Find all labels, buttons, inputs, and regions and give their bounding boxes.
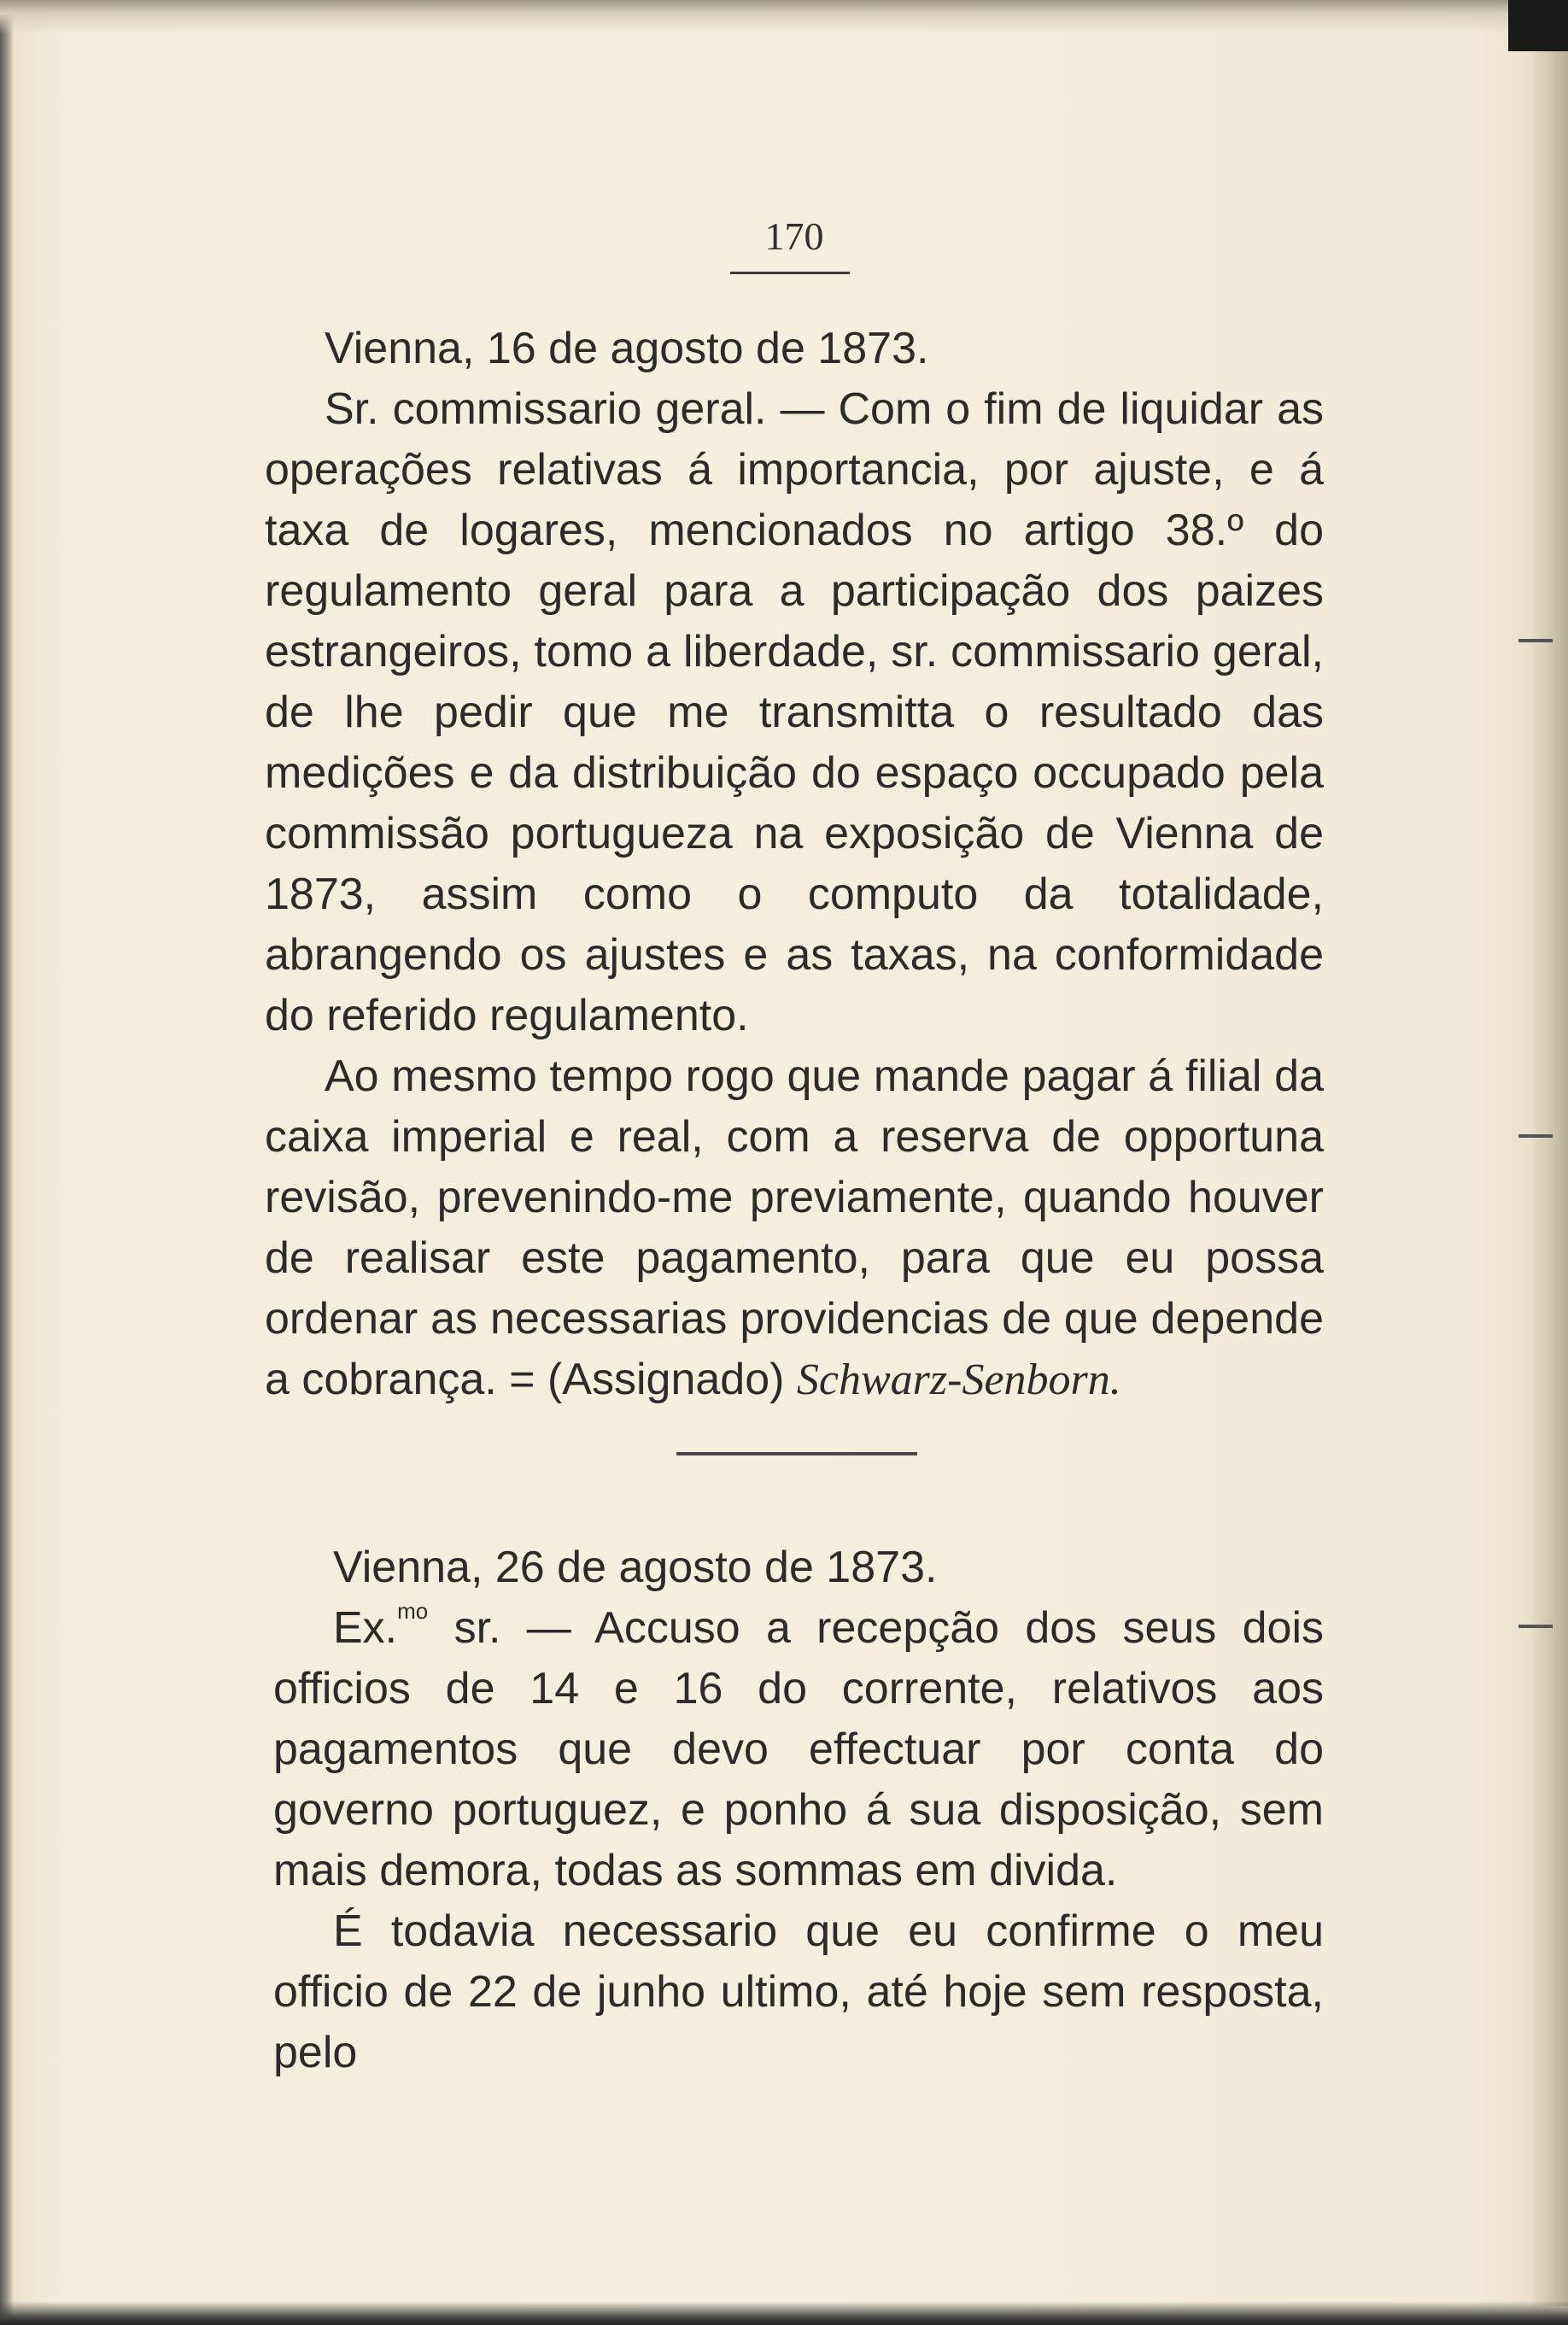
bottom-page-shadow	[0, 2301, 1568, 2325]
letter-2-salutation-superscript: mo	[397, 1598, 429, 1624]
letter-2-date: Vienna, 26 de agosto de 1873.	[333, 1543, 938, 1592]
edge-tab-mark	[1518, 1134, 1553, 1138]
letter-1-paragraph-2	[265, 1046, 1324, 1410]
page-binding-edge	[0, 0, 14, 2325]
letter-2-paragraph-1-text: sr. — Accuso a recepção dos seus dois officios de 14 e 16 do corrente, relativos aos pagamentos que devo effectuar por conta do governo portuguez, e ponho á sua disposição, sem mais demora, todas as sommas em divida.	[273, 1603, 1325, 1895]
letter-2-paragraph-2: É todavia necessario que eu confirme o meu officio de 22 de junho ultimo, até hoje sem resposta, pelo	[273, 1906, 1324, 2077]
letter-1-date: Vienna, 16 de agosto de 1873.	[325, 324, 929, 373]
letter-2-salutation: Ex.	[333, 1603, 398, 1653]
page-number-rule	[730, 272, 850, 274]
top-page-shadow	[0, 0, 1568, 34]
edge-tab-mark	[1518, 639, 1553, 642]
letter-2	[273, 1537, 1324, 2083]
page-number: 170	[764, 214, 824, 258]
letter-1-paragraph-1: Sr. commissario geral. — Com o fim de liquidar as operações relativas á importancia, por ajuste, e á taxa de logares, mencionados no artigo 38.º do regulamento geral para a participação dos paizes estrangeiros, tomo a liberdade, sr. commissario geral, de lhe pedir que me transmitta o resultado das medições e da distribuição do espaço occupado pela commissão portugueza na exposição de Vienna de 1873, assim como o computo da totalidade, abrangendo os ajustes e as taxas, na conformidade do referido regulamento.	[265, 384, 1324, 1040]
right-page-edge	[1529, 51, 1568, 2306]
letter-2-paragraph-1	[273, 1598, 1324, 1901]
edge-tab-mark	[1518, 1625, 1553, 1628]
section-separator-rule	[676, 1452, 917, 1455]
letter-1-signature: Schwarz-Senborn.	[796, 1356, 1121, 1404]
letter-1-paragraph-2-text: Ao mesmo tempo rogo que mande pagar á filial da caixa imperial e real, com a reserva de opportuna revisão, prevenindo-me previamente, quando houver de realisar este pagamento, para que eu possa ordenar as necessarias providencias de que depende a cobrança. = (Assignado)	[265, 1051, 1324, 1404]
letter-1	[265, 319, 1324, 1410]
top-corner-shadow	[1508, 0, 1568, 51]
